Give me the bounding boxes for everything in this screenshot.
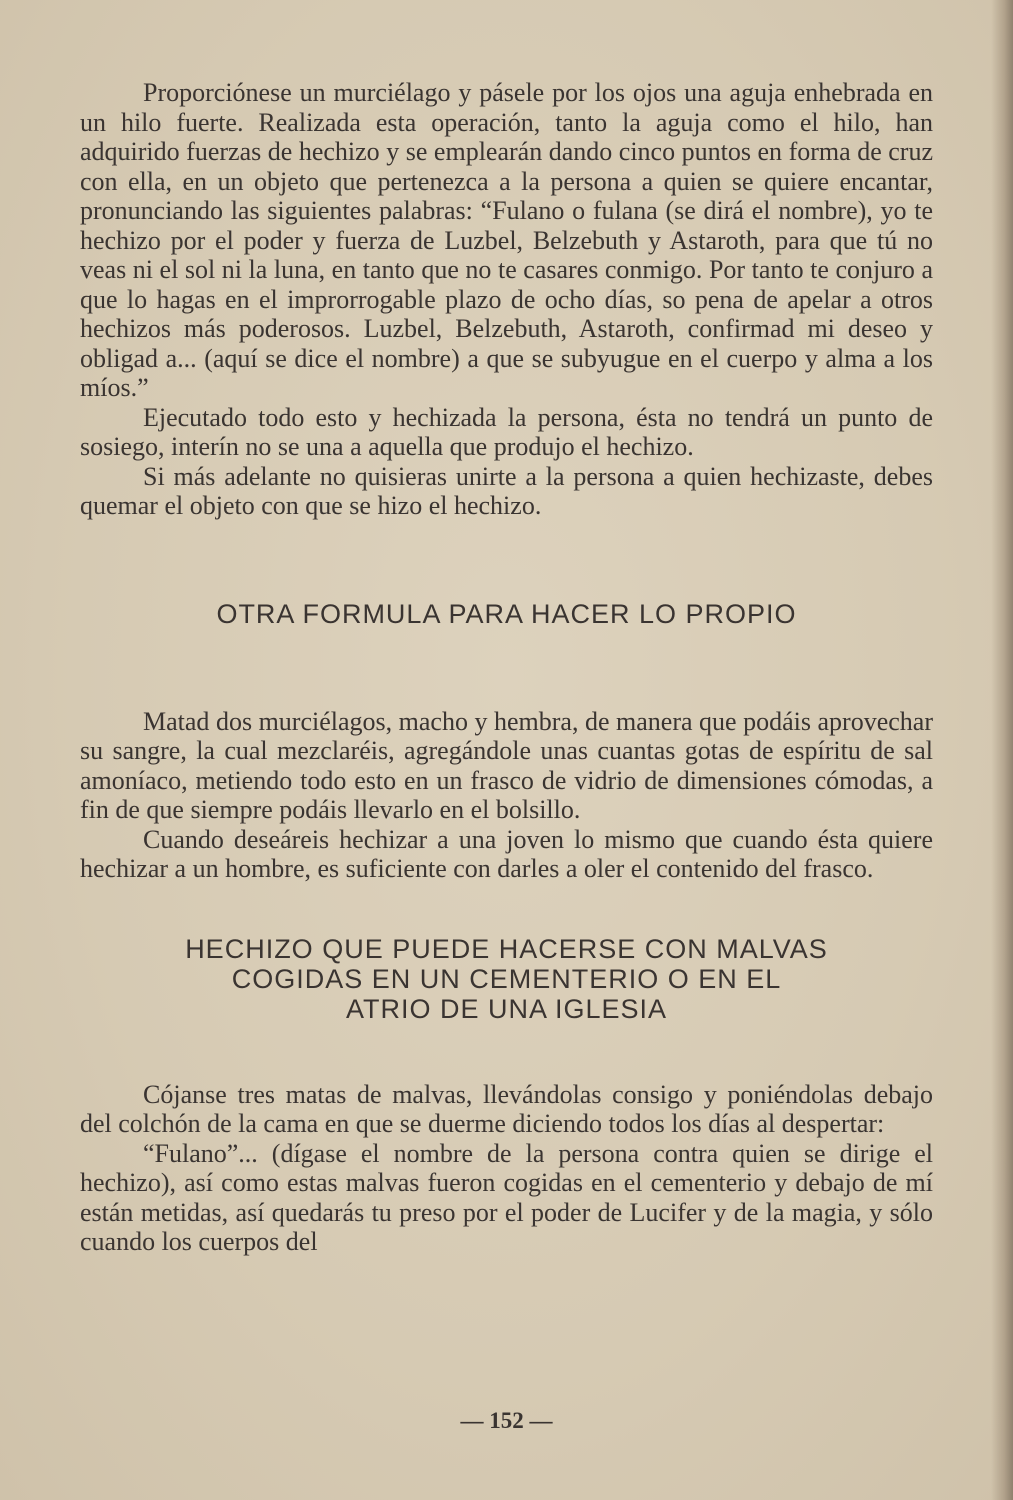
paragraph: Matad dos murciélagos, macho y hembra, de manera que podáis aprovechar su sangre, la cual mezclaréis, agregándole unas cuantas gotas de espíritu de sal amoníaco, metiendo todo esto en un frasco de vidrio de dimensiones cómodas, a fin de que siempre podáis llevarlo en el bolsillo.	[80, 706, 933, 824]
page-edge-shadow	[991, 0, 1013, 1500]
paragraph: “Fulano”... (dígase el nombre de la persona contra quien se dirige el hechizo), así como estas malvas fueron cogidas en el cementerio y debajo de mí están metidas, así quedarás tu preso por el poder de Lucifer y de la magia, y sólo cuando los cuerpos del	[80, 1138, 933, 1256]
page-number: — 152 —	[460, 1408, 553, 1433]
section-heading-line: HECHIZO QUE PUEDE HACERSE CON MALVAS	[185, 933, 828, 964]
paragraph: Cójanse tres matas de malvas, llevándolas consigo y poniéndolas debajo del colchón de la cama en que se duerme diciendo todos los días al despertar:	[80, 1079, 933, 1138]
paragraph: Si más adelante no quisieras unirte a la persona a quien hechizaste, debes quemar el objeto con que se hizo el hechizo.	[80, 461, 933, 520]
paragraph: Proporciónese un murciélago y pásele por los ojos una aguja enhebrada en un hilo fuerte. Realizada esta operación, tanto la aguja como el hilo, han adquirido fuerzas de hechizo y se emplearán dando cinco puntos en forma de cruz con ella, en un objeto que pertenezca a la persona a quien se quiere encantar, pronunciando las siguientes palabras: “Fulano o fulana (se dirá el nombre), yo te hechizo por el poder y fuerza de Luzbel, Belzebuth y Astaroth, para que tú no veas ni el sol ni la luna, en tanto que no te casares conmigo. Por tanto te conjuro a que lo hagas en el improrrogable plazo de ocho días, so pena de apelar a otros hechizos más poderosos. Luzbel, Belzebuth, Astaroth, confirmad mi deseo y obligad a... (aquí se dice el nombre) a que se subyugue en el cuerpo y alma a los míos.”	[80, 78, 933, 402]
section-heading: OTRA FORMULA PARA HACER LO PROPIO	[216, 598, 797, 629]
page-body	[80, 78, 933, 1257]
section-heading	[80, 934, 933, 1024]
section-heading-line: ATRIO DE UNA IGLESIA	[345, 993, 668, 1024]
paragraph: Ejecutado todo esto y hechizada la persona, ésta no tendrá un punto de sosiego, interín no se una a aquella que produjo el hechizo.	[80, 402, 933, 461]
section-heading-line: COGIDAS EN UN CEMENTERIO O EN EL	[231, 963, 782, 994]
paragraph: Cuando deseáreis hechizar a una joven lo mismo que cuando ésta quiere hechizar a un hombre, es suficiente con darles a oler el contenido del frasco.	[80, 824, 933, 883]
